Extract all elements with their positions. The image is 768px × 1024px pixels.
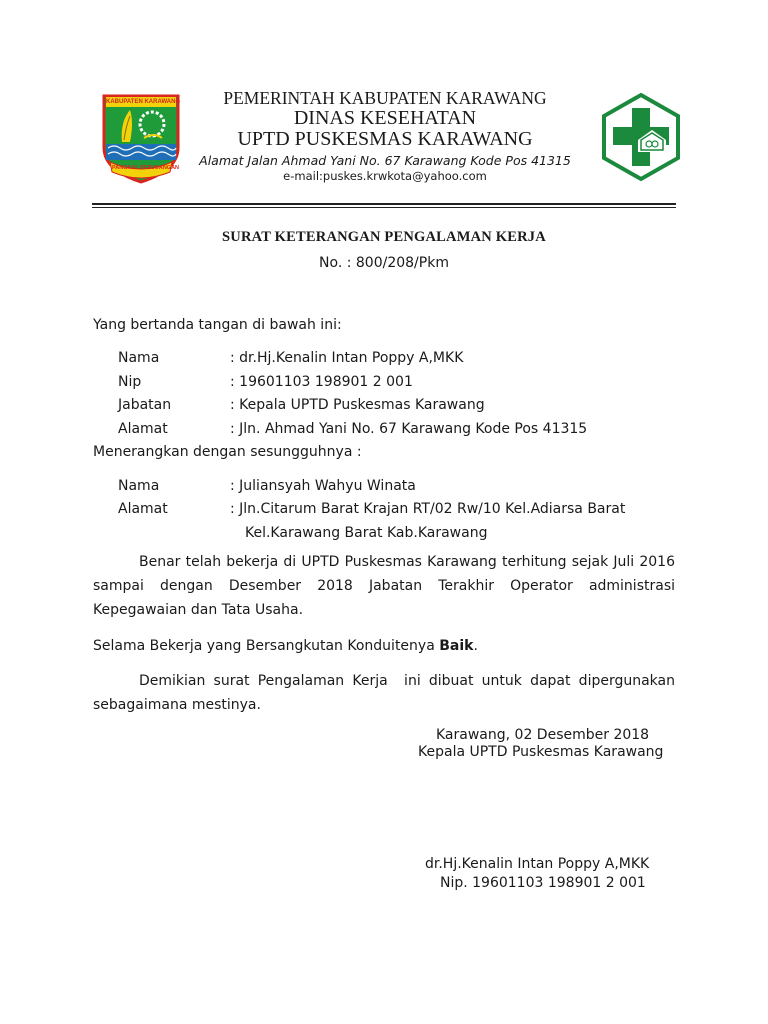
letter-number: No. : 800/208/Pkm <box>319 255 449 271</box>
signature-position: Kepala UPTD Puskesmas Karawang <box>418 744 664 760</box>
header-email: e-mail:puskes.krwkota@yahoo.com <box>283 169 487 183</box>
puskesmas-logo-icon <box>596 92 686 182</box>
signature-name: dr.Hj.Kenalin Intan Poppy A,MKK <box>425 856 650 872</box>
header-unit: UPTD PUSKESMAS KARAWANG <box>237 128 533 150</box>
header-government: PEMERINTAH KABUPATEN KARAWANG <box>223 88 547 108</box>
conduct-prefix: Selama Bekerja yang Bersangkutan Konduitenya <box>93 638 440 654</box>
field-label-position: Jabatan <box>118 397 172 413</box>
employee-label-name: Nama <box>118 478 160 494</box>
conduct-suffix: . <box>473 638 478 654</box>
field-label-name: Nama <box>118 350 160 366</box>
signature-nip: Nip. 19601103 198901 2 001 <box>440 875 646 891</box>
body-line-2: sampai dengan Desember 2018 Jabatan Terakhir Operator administrasi <box>93 578 675 594</box>
field-label-address: Alamat <box>118 421 168 437</box>
employee-label-address: Alamat <box>118 501 168 517</box>
conduct-rating: Baik <box>439 638 474 654</box>
field-label-nip: Nip <box>118 374 142 390</box>
closing-line-1: Demikian surat Pengalaman Kerja ini dibuat untuk dapat dipergunakan <box>139 673 675 689</box>
header-rule-thick <box>92 203 676 205</box>
declare-text: Menerangkan dengan sesungguhnya : <box>93 444 362 460</box>
employee-value-address: : Jln.Citarum Barat Krajan RT/02 Rw/10 Kel.Adiarsa Barat <box>230 501 626 517</box>
letter-title: SURAT KETERANGAN PENGALAMAN KERJA <box>222 229 546 245</box>
closing-line-2: sebagaimana mestinya. <box>93 697 261 713</box>
crest-ribbon-text: PANGKAL PERJOANGAN <box>112 165 180 171</box>
body-line-1: Benar telah bekerja di UPTD Puskesmas Karawang terhitung sejak Juli 2016 <box>139 554 675 570</box>
intro-text: Yang bertanda tangan di bawah ini: <box>93 317 342 333</box>
header-rule-thin <box>92 207 676 208</box>
field-value-position: : Kepala UPTD Puskesmas Karawang <box>230 397 485 413</box>
field-value-name: : dr.Hj.Kenalin Intan Poppy A,MKK <box>230 350 464 366</box>
field-value-address: : Jln. Ahmad Yani No. 67 Karawang Kode Pos 41315 <box>230 421 588 437</box>
body-line-3: Kepegawaian dan Tata Usaha. <box>93 602 304 618</box>
conduct-statement <box>93 638 478 654</box>
signature-place-date: Karawang, 02 Desember 2018 <box>436 727 650 743</box>
employee-address-cont: Kel.Karawang Barat Kab.Karawang <box>245 525 488 541</box>
closing-paragraph <box>93 669 675 717</box>
field-value-nip: : 19601103 198901 2 001 <box>230 374 413 390</box>
body-paragraph <box>93 550 675 622</box>
header-address: Alamat Jalan Ahmad Yani No. 67 Karawang Kode Pos 41315 <box>199 153 571 168</box>
crest-top-text: KABUPATEN KARAWANG <box>106 99 181 105</box>
karawang-regency-crest-icon <box>100 92 182 186</box>
employee-value-name: : Juliansyah Wahyu Winata <box>230 478 416 494</box>
header-agency: DINAS KESEHATAN <box>293 107 477 129</box>
